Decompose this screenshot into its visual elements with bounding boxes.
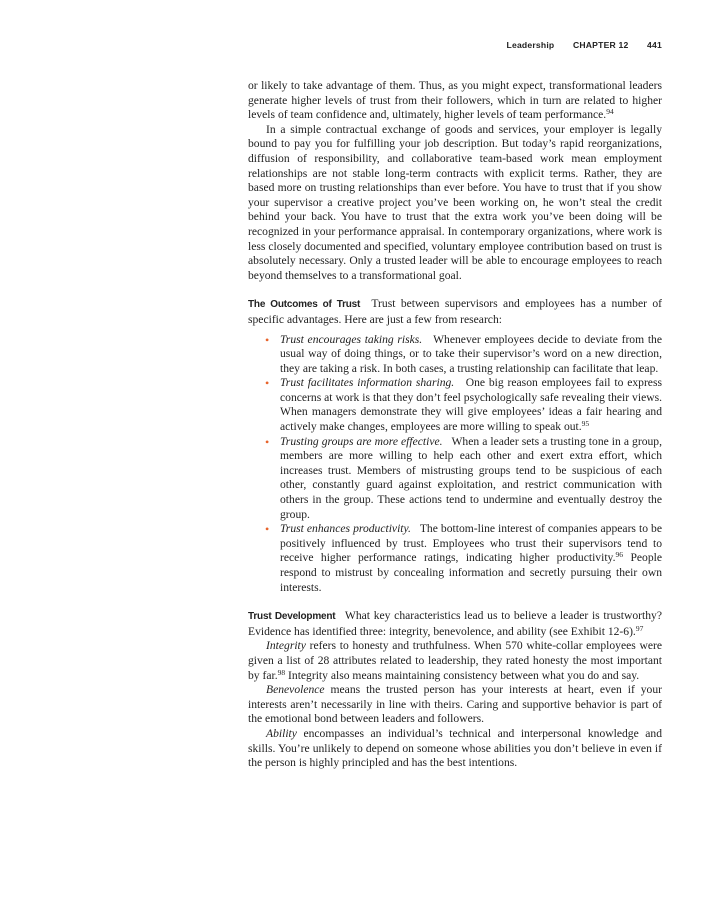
bullet-text: Whenever employees decide to deviate from the usual way of doing things, or to take their supervisor’s word on a new direction, they are taking a risk. In both cases, a trusting relationship can facilitate that leap. [280,332,662,375]
term-ability: Ability [266,726,297,740]
outcomes-intro-paragraph [248,297,662,327]
paragraph-ability [248,727,662,771]
paragraph-text: In a simple contractual exchange of goods and services, your employer is legally bound to pay you for fulfilling your job description. But today’s rapid reorganizations, diffusion of responsibility, and collaborative team-based work mean employment relationships are not stable long-term contracts with explicit terms. Rather, they are based more on trusting relationships than ever before. You have to trust that if you show your supervisor a creative project you’ve been working on, he won’t steal the credit behind your back. You have to trust that the extra work you’ve been doing will be recognized in your performance appraisal. In contemporary organizations, where work is less closely documented and specified, voluntary employee contribution based on trust is absolutely necessary. Only a trusted leader will be able to encourage employees to reach beyond themselves to a transformational goal. [248,122,662,282]
header-chapter: CHAPTER 12 [572,40,629,50]
header-page-number: 441 [647,40,662,50]
paragraph-text: refers to honesty and truthfulness. When 570 white-collar employees were given a list of 28 attributes related to leadership, they rated honesty the most important by far. [248,639,662,682]
development-intro-paragraph [248,609,662,639]
term-benevolence: Benevolence [266,683,325,697]
paragraph-contract [248,123,662,284]
page-body [248,79,662,771]
paragraph-text: Trust between supervisors and employees has a number of specific advantages. Here are just a few from research: [248,297,662,326]
running-header [248,40,662,50]
bullet-lead: Trust facilitates information sharing. [280,376,455,390]
bullet-item [248,333,662,377]
endnote-ref: 95 [581,419,590,429]
paragraph-benevolence [248,683,662,727]
bullet-item [248,376,662,434]
bullet-text: The bottom-line interest of companies appears to be positively influenced by trust. Employees who trust their supervisors tend to receive higher performance ratings, indicating higher productivity. [280,522,662,565]
bullet-text: When a leader sets a trusting tone in a group, members are more willing to help each other and exert extra effort, which increases trust. Members of mistrusting groups tend to be suspicious of each other, constantly guard against exploitation, and restrict communication with others in the group. These actions tend to undermine and eventually destroy the group. [280,434,662,521]
bullet-dot-icon: • [265,376,270,391]
paragraph-integrity [248,639,662,683]
bullet-lead: Trust enhances productivity. [280,522,411,536]
bullet-text: One big reason employees fail to express concerns at work is that they don’t feel psychologically safe revealing their views. When managers demonstrate they will give employees’ ideas a fair hearing and actively make changes, employees are more willing to speak out. [280,376,662,434]
endnote-ref: 97 [635,623,644,633]
endnote-ref: 98 [277,667,286,677]
section-heading-outcomes: The Outcomes of Trust [248,299,361,311]
paragraph-text: or likely to take advantage of them. Thus, as you might expect, transformational leaders generate higher levels of trust from their followers, which in turn are related to higher levels of team confidence and, ultimately, higher levels of team performance. [248,79,662,122]
bullet-dot-icon: • [265,434,270,449]
term-integrity: Integrity [266,639,306,653]
bullet-dot-icon: • [265,522,270,537]
paragraph-continuation [248,79,662,123]
outcomes-bullet-list [248,333,662,596]
paragraph-text: encompasses an individual’s technical and interpersonal knowledge and skills. You’re unlikely to depend on someone whose abilities you don’t believe in even if the person is highly principled and has the best intentions. [248,726,663,770]
bullet-lead: Trusting groups are more effective. [280,434,443,448]
endnote-ref: 96 [615,550,623,560]
header-section: Leadership [506,40,555,50]
bullet-text-tail: People respond to mistrust by concealing information and secretly pursuing their own interests. [280,551,662,594]
bullet-item [248,522,662,595]
bullet-lead: Trust encourages taking risks. [280,332,423,346]
paragraph-text: What key characteristics lead us to believe a leader is trustworthy? Evidence has identified three: integrity, benevolence, and ability (see Exhibit 12-6). [248,609,662,638]
bullet-dot-icon: • [265,332,270,347]
paragraph-text: means the trusted person has your interests at heart, even if your interests aren’t necessarily in line with theirs. Caring and supportive behavior is part of the emotional bond between leaders and followers. [248,683,662,726]
bullet-item [248,435,662,523]
endnote-ref: 94 [606,107,614,117]
paragraph-text-tail: Integrity also means maintaining consistency between what you do and say. [288,668,640,682]
section-heading-development: Trust Development [248,611,336,623]
